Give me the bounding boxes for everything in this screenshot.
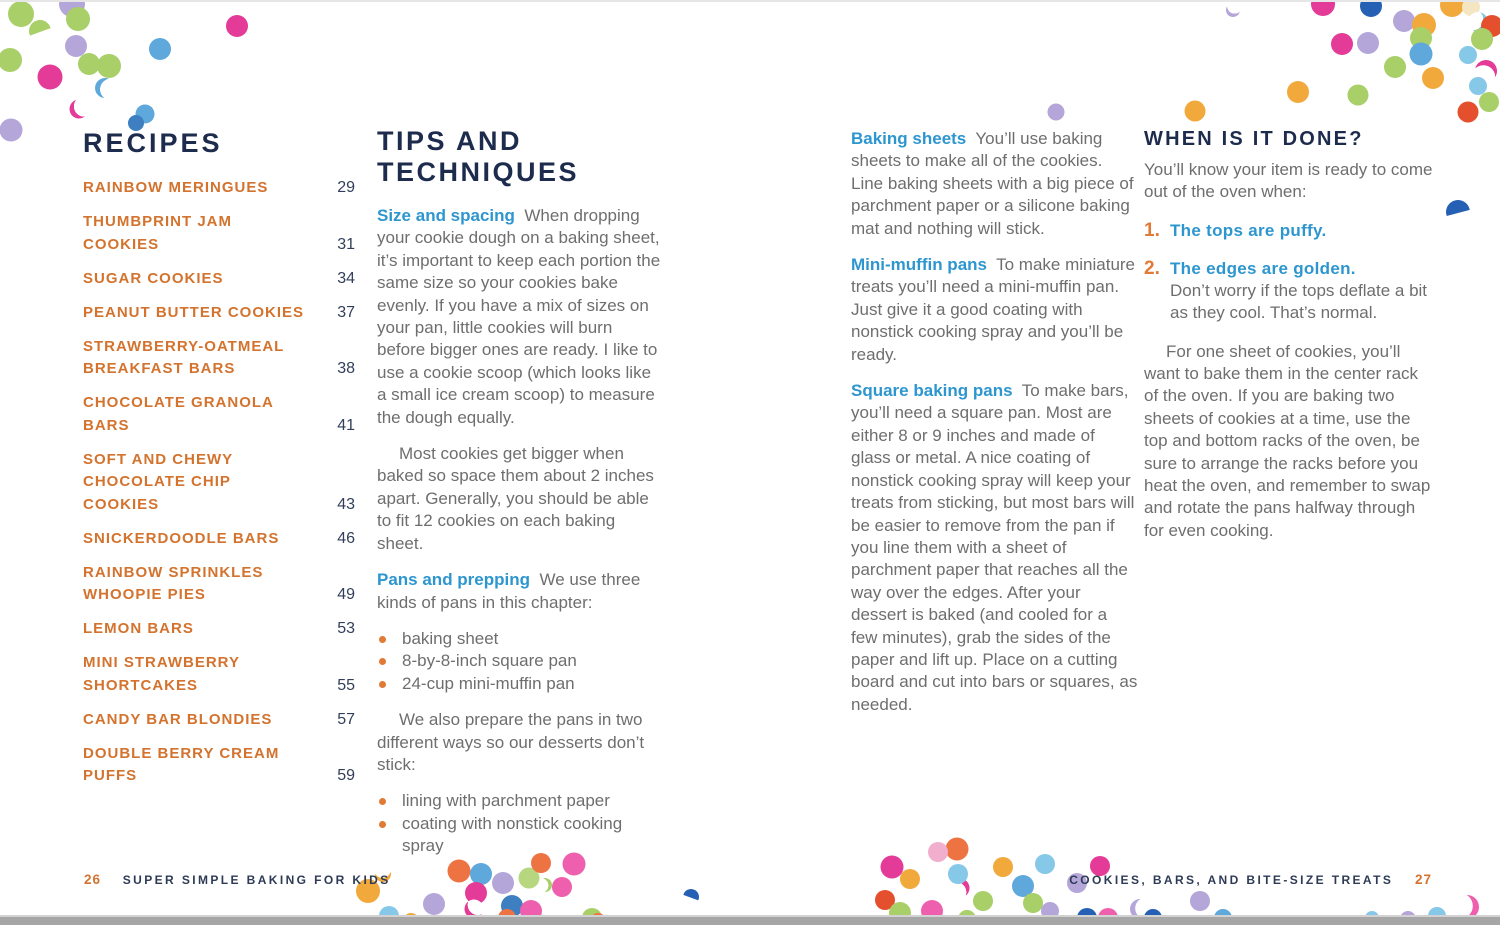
page-bottom-edge xyxy=(0,915,1500,925)
paragraph-text: To make miniature treats you’ll need a mini-muffin pan. Just give it a good coating with nonstick cooking spray and you’ll be ready. xyxy=(851,255,1136,364)
toc-item-page: 31 xyxy=(337,235,355,253)
toc-item xyxy=(83,709,355,732)
confetti-dot xyxy=(66,7,90,31)
paragraph: For one sheet of cookies, you’ll want to bake them in the center rack of the oven. If you are baking two sheets of cookies at a time, use the top and bottom racks of the oven, be sure to arrange the racks before you heat the oven, and remember to swap and rotate the pans halfway through for even cooking. xyxy=(1144,341,1431,540)
step-number: 2. xyxy=(1144,257,1160,279)
paragraph-text: To make bars, you’ll need a square pan. Most are either 8 or 9 inches and made of glass or metal. A nice coating of nonstick cooking spray will keep your treats from sticking, but most bars will be easier to remove from the pan if you line them with a sheet of parchment paper that reaches all the way over the edges. After your dessert is baked (and cooled for a few minutes), grab the sides of the paper and lift up. Place on a cutting board and cut into bars or squares, as needed. xyxy=(851,381,1138,714)
list-item xyxy=(377,673,661,695)
step-statement: The tops are puffy. xyxy=(1170,220,1327,240)
confetti-dot xyxy=(1185,101,1206,122)
confetti-dot xyxy=(1422,67,1444,89)
paragraph-lead-in: Pans and prepping xyxy=(377,570,531,590)
confetti-dot xyxy=(97,54,121,78)
paragraph: Most cookies get bigger when baked so space them about 2 inches apart. Generally, you should be able to fit 12 cookies on each baking sheet. xyxy=(377,444,654,553)
paragraph-lead-in: Square baking pans xyxy=(851,381,1013,401)
page-top-edge xyxy=(0,0,1500,2)
toc-item-label: SOFT AND CHEWY CHOCOLATE CHIP COOKIES xyxy=(83,450,233,513)
toc-item-label: DOUBLE BERRY CREAM PUFFS xyxy=(83,744,280,784)
toc-item-page: 49 xyxy=(337,586,355,603)
toc-item xyxy=(83,336,355,381)
toc-item-page: 59 xyxy=(337,767,355,784)
confetti-dot xyxy=(91,74,119,102)
toc-item-label: CHOCOLATE GRANOLA BARS xyxy=(83,394,274,434)
confetti-dot xyxy=(948,864,968,884)
toc-item xyxy=(83,211,355,256)
toc-item-label: LEMON BARS xyxy=(83,620,194,637)
paragraph-lead-in: Mini-muffin pans xyxy=(851,255,987,275)
confetti-dot xyxy=(1471,28,1493,50)
confetti-dot xyxy=(681,887,702,908)
tips-and-techniques-section xyxy=(377,126,661,872)
toc-item-page: 57 xyxy=(337,710,355,728)
toc-item-label: PEANUT BUTTER COOKIES xyxy=(83,303,305,321)
toc-item-page: 29 xyxy=(337,179,355,196)
list-item xyxy=(377,790,661,812)
paragraph-text: You’ll use baking sheets to make all of the cookies. Line baking sheets with a big piece of parchment paper or a silicone baking mat and nothing will stick. xyxy=(851,129,1134,238)
paragraph: You’ll know your item is ready to come out of the oven when: xyxy=(1144,160,1433,202)
step-number: 1. xyxy=(1144,219,1160,241)
confetti-dot xyxy=(0,48,22,72)
list-item xyxy=(377,628,661,650)
confetti-dot xyxy=(1048,104,1065,121)
toc-item xyxy=(83,743,355,788)
toc-item-label: RAINBOW SPRINKLES WHOOPIE PIES xyxy=(83,563,264,603)
confetti-dot xyxy=(1384,56,1406,78)
confetti-dot xyxy=(1035,854,1055,874)
toc-item xyxy=(83,652,355,697)
confetti-dot xyxy=(492,872,514,894)
toc-item-page: 41 xyxy=(337,416,355,434)
confetti-dot xyxy=(226,15,248,37)
confetti-dot xyxy=(1410,43,1433,66)
bullet-list xyxy=(377,628,661,695)
footer-chapter-title: COOKIES, BARS, AND BITE-SIZE TREATS xyxy=(1069,873,1394,887)
paragraph-lead-in: Baking sheets xyxy=(851,129,967,148)
recipes-toc xyxy=(83,128,355,799)
list-item xyxy=(377,650,661,672)
confetti-dot xyxy=(38,65,63,90)
confetti-dot xyxy=(973,891,993,911)
confetti-dot xyxy=(423,893,445,915)
confetti-dot xyxy=(1190,891,1210,911)
toc-item-label: STRAWBERRY-OATMEAL BREAKFAST BARS xyxy=(83,337,285,377)
confetti-dot xyxy=(1331,33,1353,55)
list-item-text: baking sheet xyxy=(402,628,499,648)
confetti-dot xyxy=(1348,85,1369,106)
bullet-icon xyxy=(379,681,386,688)
toc-item-label: SUGAR COOKIES xyxy=(83,269,224,287)
confetti-dot xyxy=(928,842,948,862)
bullet-icon xyxy=(379,821,386,828)
toc-item xyxy=(83,302,355,325)
page-number: 26 xyxy=(84,872,102,887)
paragraph xyxy=(851,254,1138,366)
confetti-dot xyxy=(1459,46,1477,64)
confetti-dot xyxy=(946,838,969,861)
paragraph xyxy=(377,569,661,614)
toc-item xyxy=(83,528,355,551)
confetti-dot xyxy=(68,98,90,120)
paragraph xyxy=(377,205,661,429)
confetti-dot xyxy=(993,857,1013,877)
numbered-step xyxy=(1144,219,1436,242)
numbered-step xyxy=(1144,257,1436,325)
toc-item xyxy=(83,268,355,291)
confetti-dot xyxy=(1458,102,1479,123)
toc-item xyxy=(83,618,355,641)
confetti-dot xyxy=(1223,0,1242,19)
footer-book-title: SUPER SIMPLE BAKING FOR KIDS xyxy=(122,873,391,887)
toc-item xyxy=(83,177,355,200)
when-is-it-done-section xyxy=(1144,128,1436,556)
toc-item-page: 38 xyxy=(337,360,355,377)
bullet-icon xyxy=(379,636,386,643)
list-item xyxy=(377,813,661,858)
toc-item-page: 46 xyxy=(337,529,355,547)
confetti-dot xyxy=(1357,32,1379,54)
list-item-text: coating with nonstick cooking spray xyxy=(402,813,623,856)
toc-item-label: MINI STRAWBERRY SHORTCAKES xyxy=(83,654,240,694)
bullet-icon xyxy=(379,798,386,805)
confetti-dot xyxy=(900,869,920,889)
bullet-icon xyxy=(379,658,386,665)
list-item-text: lining with parchment paper xyxy=(402,791,610,811)
confetti-dot xyxy=(552,877,572,897)
toc-item-page: 37 xyxy=(337,303,355,321)
list-item-text: 24-cup mini-muffin pan xyxy=(402,673,575,693)
toc-item xyxy=(83,392,355,437)
page-number: 27 xyxy=(1414,872,1432,887)
toc-item xyxy=(83,449,355,517)
section-title: TIPS AND TECHNIQUES xyxy=(377,126,580,187)
confetti-dot xyxy=(1440,0,1464,17)
confetti-dot xyxy=(1287,81,1309,103)
confetti-dot xyxy=(0,119,23,142)
paragraph: We also prepare the pans in two different ways so our desserts don’t stick: xyxy=(377,710,645,774)
confetti-dot xyxy=(1311,0,1335,16)
toc-item xyxy=(83,562,355,607)
toc-item-label: RAINBOW MERINGUES xyxy=(83,179,269,196)
paragraph-lead-in: Size and spacing xyxy=(377,206,515,225)
pans-section xyxy=(851,128,1138,730)
step-detail: Don’t worry if the tops deflate a bit as they cool. That’s normal. xyxy=(1170,280,1428,323)
confetti-dot xyxy=(1443,197,1472,226)
paragraph-text: We use three kinds of pans in this chapter: xyxy=(377,570,641,612)
confetti-dot xyxy=(8,1,34,27)
toc-title: RECIPES xyxy=(83,128,223,158)
toc-item-page: 53 xyxy=(337,620,355,637)
confetti-dot xyxy=(1479,92,1499,112)
paragraph xyxy=(851,128,1138,240)
toc-item-page: 55 xyxy=(337,676,355,694)
toc-item-label: THUMBPRINT JAM COOKIES xyxy=(83,213,232,253)
list-item-text: 8-by-8-inch square pan xyxy=(402,651,577,671)
confetti-dot xyxy=(149,38,171,60)
toc-item-label: SNICKERDOODLE BARS xyxy=(83,529,280,547)
right-page-footer xyxy=(1069,872,1432,887)
toc-item-page: 34 xyxy=(337,269,355,287)
toc-item-page: 43 xyxy=(337,495,355,513)
toc-item-label: CANDY BAR BLONDIES xyxy=(83,710,273,728)
left-page-footer xyxy=(84,872,391,887)
confetti-dot xyxy=(1360,0,1382,17)
paragraph xyxy=(851,380,1138,716)
step-statement: The edges are golden. xyxy=(1170,258,1356,278)
paragraph-text: When dropping your cookie dough on a baking sheet, it’s important to keep each portion the same size so your cookies bake evenly. If you have a mix of sizes on your pan, little cookies will burn before bigger ones are ready. I like to use a cookie scoop (which looks like a small ice cream scoop) to measure the dough equally. xyxy=(377,206,661,427)
bullet-list xyxy=(377,790,661,857)
confetti-dot xyxy=(1023,893,1043,913)
section-title: WHEN IS IT DONE? xyxy=(1144,128,1364,150)
